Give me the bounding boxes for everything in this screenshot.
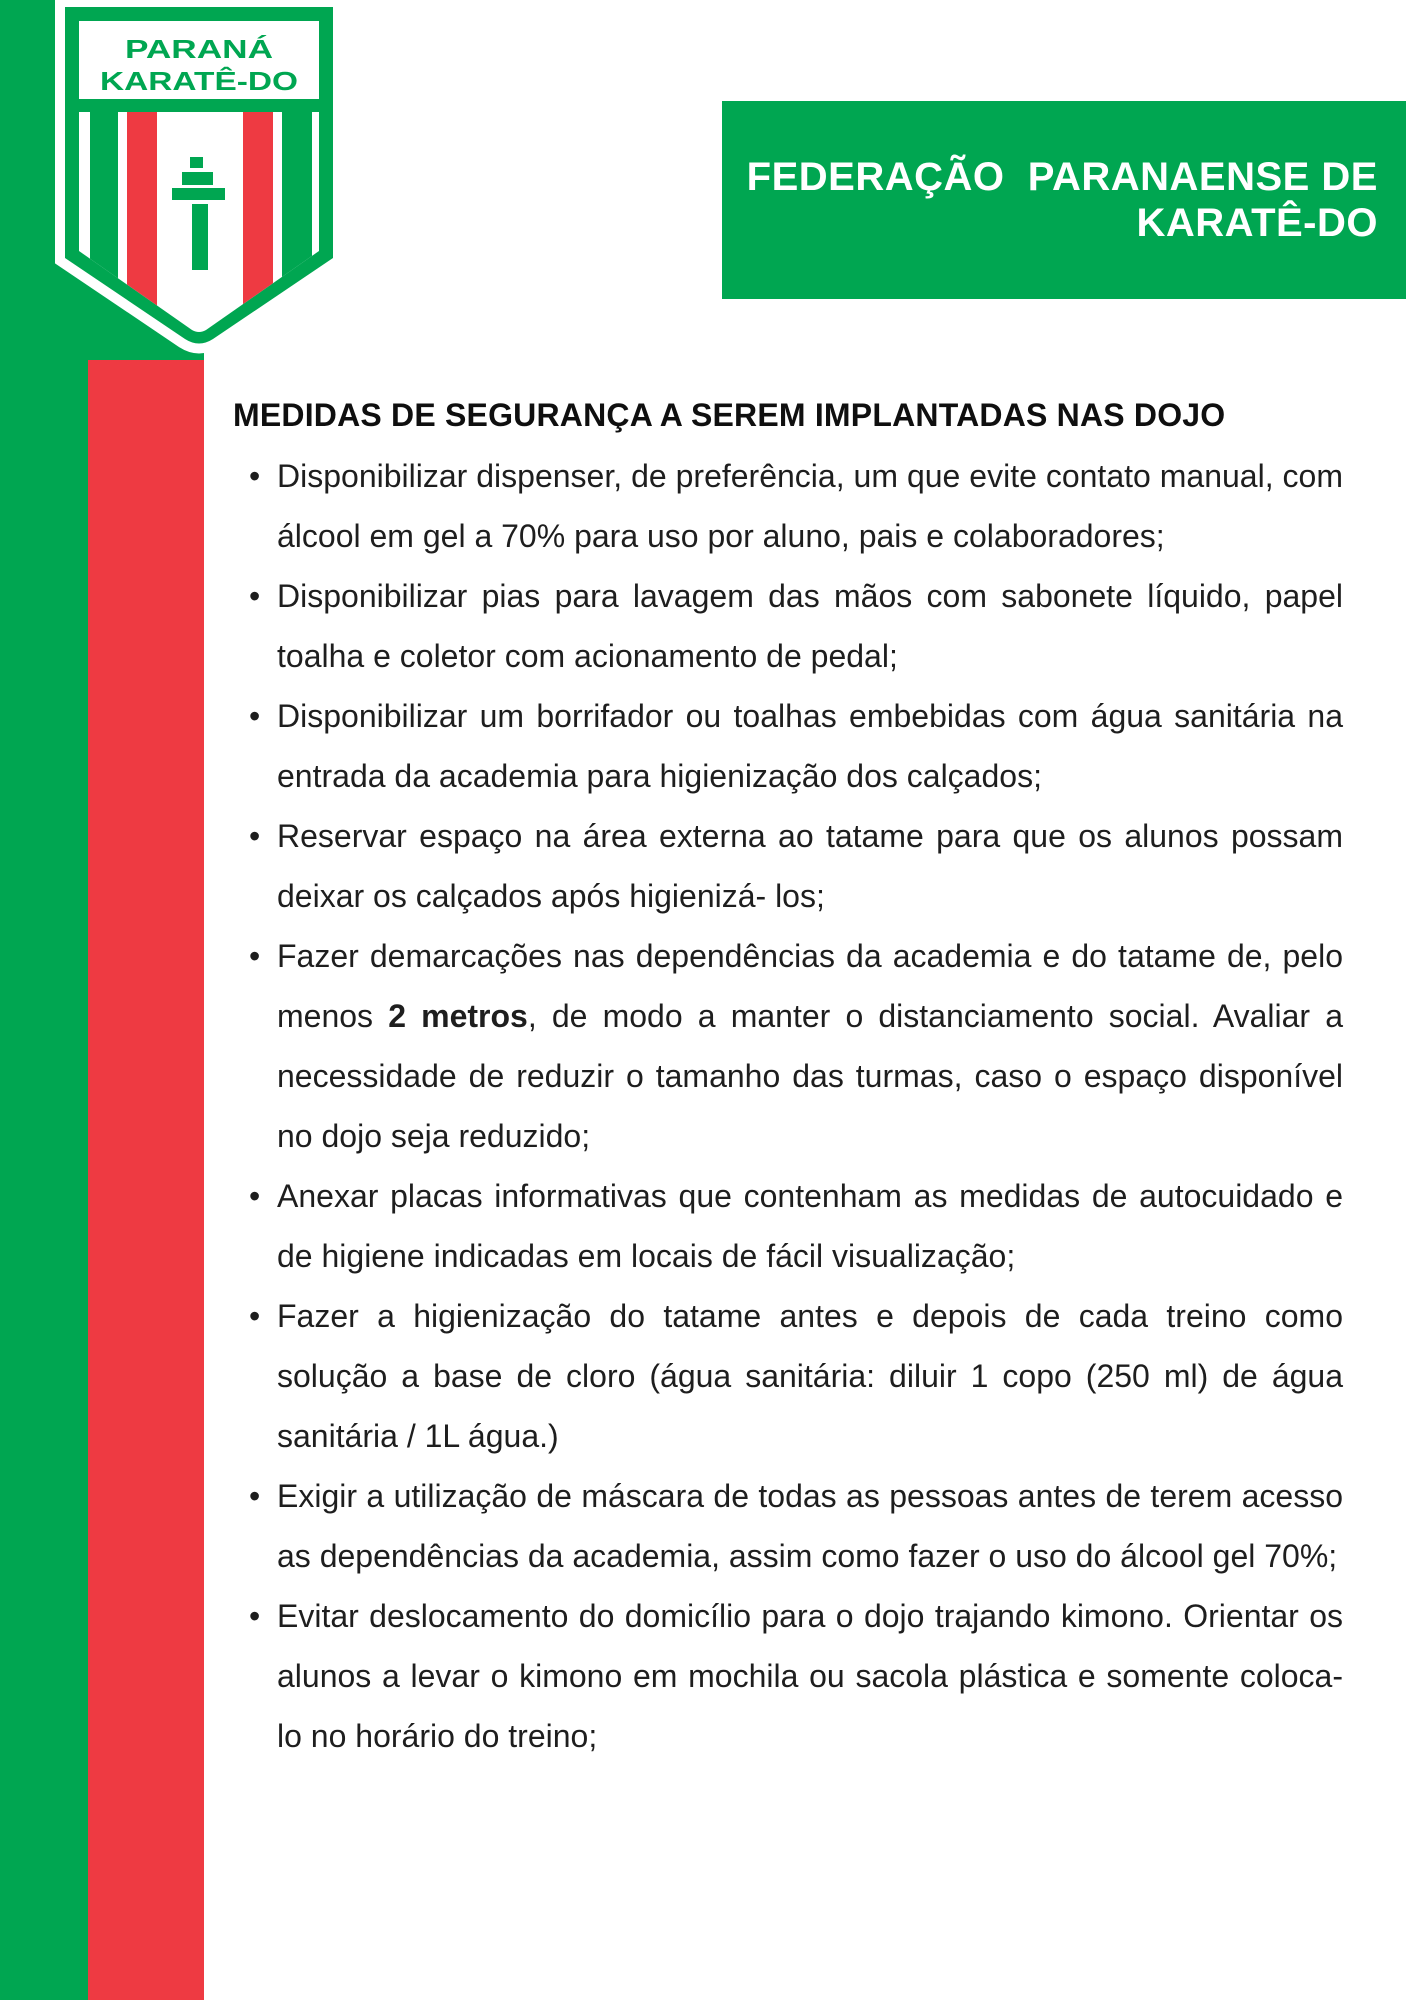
bullet-item <box>233 1586 1343 1766</box>
bullet-item <box>233 566 1343 686</box>
federation-name-line1: FEDERAÇÃO PARANAENSE DE <box>746 155 1378 199</box>
red-side-bar <box>88 360 204 2000</box>
shield-divider <box>79 99 319 112</box>
bullet-text: Fazer demarcações nas dependências da academia e do tatame de, pelo menos <box>277 938 1343 1034</box>
logo-text-line2: KARATÊ-DO <box>100 66 298 96</box>
logo-text-line1: PARANÁ <box>125 34 274 64</box>
document-title: MEDIDAS DE SEGURANÇA A SEREM IMPLANTADAS NAS DOJO <box>233 397 1226 433</box>
federation-shield-logo <box>65 7 333 348</box>
bullet-text: Fazer a higienização do tatame antes e depois de cada treino como solução a base de cloro (água sanitária: diluir 1 copo (250 ml) de água sanitária / 1L água.) <box>277 1298 1343 1454</box>
bullet-item <box>233 1166 1343 1286</box>
measures-list <box>233 446 1343 1766</box>
bullet-item <box>233 1466 1343 1586</box>
bullet-item <box>233 686 1343 806</box>
federation-name-line2: KARATÊ-DO <box>1136 201 1378 245</box>
bullet-item <box>233 926 1343 1166</box>
bullet-item <box>233 1286 1343 1466</box>
bullet-text: Disponibilizar dispenser, de preferência, um que evite contato manual, com álcool em gel a 70% para uso por aluno, pais e colaboradores; <box>277 458 1343 554</box>
federation-header-banner <box>722 101 1406 299</box>
document-content <box>233 396 1343 1766</box>
bullet-text: Exigir a utilização de máscara de todas as pessoas antes de terem acesso as dependências da academia, assim como fazer o uso do álcool gel 70%; <box>277 1478 1343 1574</box>
bullet-text: Disponibilizar pias para lavagem das mãos com sabonete líquido, papel toalha e coletor com acionamento de pedal; <box>277 578 1343 674</box>
bullet-text: Reservar espaço na área externa ao tatame para que os alunos possam deixar os calçados após higienizá- los; <box>277 818 1343 914</box>
bullet-item <box>233 806 1343 926</box>
green-side-bar <box>0 0 88 2000</box>
bullet-text: Anexar placas informativas que contenham as medidas de autocuidado e de higiene indicadas em locais de fácil visualização; <box>277 1178 1343 1274</box>
bullet-text: , de modo a manter o distanciamento social. Avaliar a necessidade de reduzir o tamanho das turmas, caso o espaço disponível no dojo seja reduzido; <box>277 998 1344 1154</box>
shield-stripe-green-right <box>282 112 312 348</box>
bullet-text-bold: 2 metros <box>388 998 528 1034</box>
bullet-text: Disponibilizar um borrifador ou toalhas embebidas com água sanitária na entrada da academia para higienização dos calçados; <box>277 698 1343 794</box>
bullet-item <box>233 446 1343 566</box>
bullet-text: Evitar deslocamento do domicílio para o dojo trajando kimono. Orientar os alunos a levar o kimono em mochila ou sacola plástica e somente coloca-lo no horário do treino; <box>277 1598 1343 1754</box>
